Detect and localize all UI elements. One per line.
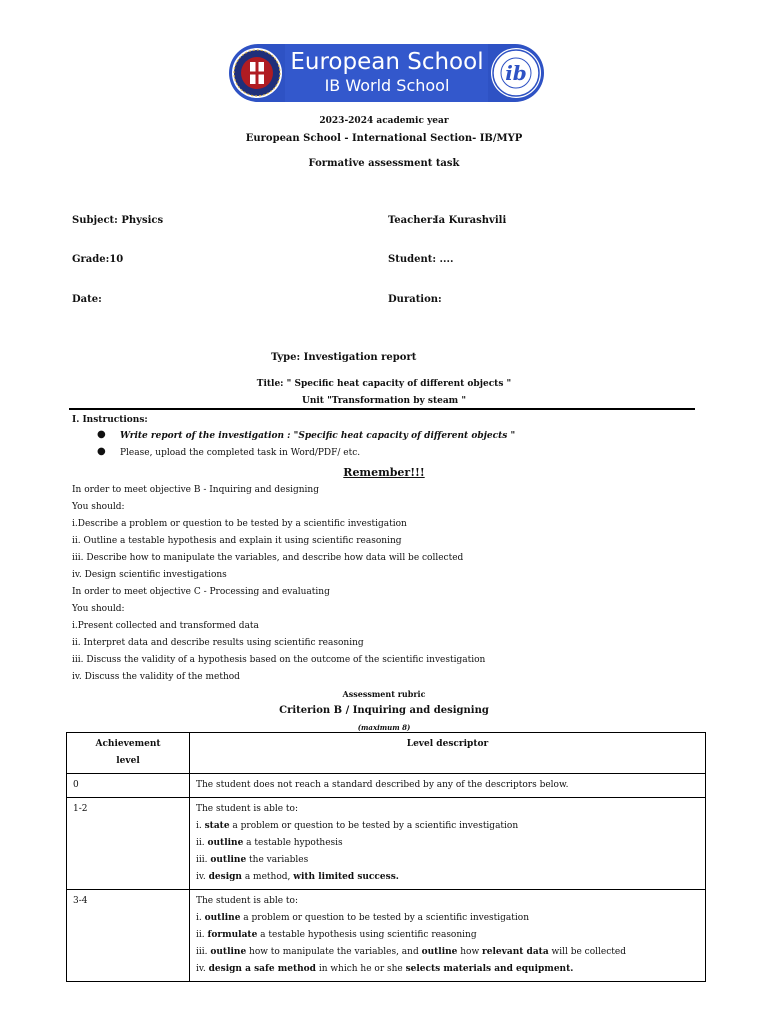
task-type-line: Type: Investigation report <box>271 352 417 363</box>
achievement-level-cell: 0 <box>67 774 190 798</box>
remember-line: i.Present collected and transformed data <box>72 621 259 631</box>
descriptor-text: how <box>457 947 483 957</box>
descriptor-text: a testable hypothesis using scientific reasoning <box>257 930 477 940</box>
maximum-note: (maximum 8) <box>357 723 411 732</box>
descriptor-text: the variables <box>246 855 309 865</box>
descriptor-text: The student is able to: <box>196 804 298 814</box>
date-field: Date: <box>72 294 102 305</box>
achievement-level-cell: 3-4 <box>67 890 190 982</box>
command-term: outline <box>210 947 247 957</box>
banner-subtitle: IB World School <box>324 76 450 95</box>
ib-logo-text: ib <box>505 61 527 85</box>
descriptor-line <box>196 893 699 910</box>
descriptor-column-header: Level descriptor <box>190 733 706 774</box>
command-term: relevant data <box>482 947 549 957</box>
level-column-header <box>67 733 190 774</box>
remember-line: iii. Describe how to manipulate the variables, and describe how data will be collected <box>72 553 464 563</box>
descriptor-text: ii. <box>196 930 208 940</box>
descriptor-text: iii. <box>196 947 211 957</box>
descriptor-text: a problem or question to be tested by a scientific investigation <box>240 913 530 923</box>
command-term: selects materials and equipment. <box>405 964 574 974</box>
level-header-line1: Achievement <box>95 739 161 749</box>
table-row <box>67 774 706 798</box>
command-term: design a safe method <box>208 964 316 974</box>
table-row <box>67 798 706 890</box>
descriptor-line <box>196 927 699 944</box>
descriptor-line <box>196 801 699 818</box>
remember-line: iii. Discuss the validity of a hypothesis based on the outcome of the scientific investigation <box>72 655 486 665</box>
bullet-icon: ● <box>97 446 106 457</box>
remember-line: iv. Design scientific investigations <box>72 570 227 580</box>
command-term: formulate <box>207 930 258 940</box>
remember-line: You should: <box>72 502 125 512</box>
remember-line: You should: <box>72 604 125 614</box>
unit-line: Unit "Transformation by steam " <box>301 396 467 406</box>
descriptor-text: a problem or question to be tested by a scientific investigation <box>229 821 519 831</box>
school-seal-icon <box>232 48 282 98</box>
command-term: with limited success. <box>293 872 399 882</box>
criterion-heading: Criterion B / Inquiring and designing <box>279 705 489 716</box>
rubric-heading: Assessment rubric <box>342 689 426 699</box>
school-banner-logo <box>229 44 544 102</box>
teacher-name: Ia Kurashvili <box>434 215 507 226</box>
remember-line: iv. Discuss the validity of the method <box>72 672 240 682</box>
school-section-line: European School - International Section- IB/MYP <box>245 133 523 144</box>
descriptor-line <box>196 869 699 886</box>
descriptor-text: iii. <box>196 855 211 865</box>
descriptor-line <box>196 910 699 927</box>
descriptor-text: will be collected <box>548 947 626 957</box>
level-descriptor-cell <box>190 798 706 890</box>
remember-line: In order to meet objective B - Inquiring and designing <box>72 485 319 495</box>
descriptor-line <box>196 777 699 794</box>
descriptor-text: a testable hypothesis <box>243 838 343 848</box>
level-header-line2: level <box>116 756 140 766</box>
level-descriptor-cell <box>190 774 706 798</box>
table-row <box>67 890 706 982</box>
descriptor-text: ii. <box>196 838 208 848</box>
command-term: outline <box>204 913 241 923</box>
descriptor-text: iv. <box>196 964 209 974</box>
instruction-item: Write report of the investigation : "Specific heat capacity of different objects " <box>120 431 516 441</box>
command-term: outline <box>421 947 458 957</box>
command-term: design <box>208 872 242 882</box>
descriptor-text: i. <box>196 913 205 923</box>
task-title: Title: " Specific heat capacity of different objects " <box>256 379 512 389</box>
remember-line: ii. Outline a testable hypothesis and explain it using scientific reasoning <box>72 536 402 546</box>
command-term: outline <box>210 855 247 865</box>
banner-title: European School <box>290 49 484 75</box>
remember-line: i.Describe a problem or question to be tested by a scientific investigation <box>72 519 407 529</box>
descriptor-text: in which he or she <box>315 964 406 974</box>
ib-world-school-logo-icon <box>491 48 541 98</box>
descriptor-line <box>196 835 699 852</box>
descriptor-text: iv. <box>196 872 209 882</box>
command-term: outline <box>207 838 244 848</box>
descriptor-line <box>196 818 699 835</box>
subject-field: Subject: Physics <box>72 215 164 226</box>
bullet-icon: ● <box>97 429 106 440</box>
grade-field: Grade:10 <box>72 254 124 265</box>
student-field: Student: .... <box>388 254 454 265</box>
remember-line: In order to meet objective C - Processing and evaluating <box>72 587 330 597</box>
remember-line: ii. Interpret data and describe results using scientific reasoning <box>72 638 364 648</box>
descriptor-line <box>196 852 699 869</box>
instructions-heading: I. Instructions: <box>72 415 148 425</box>
descriptor-line <box>196 944 699 961</box>
descriptor-text: a method, <box>241 872 294 882</box>
teacher-label: Teacher: <box>388 215 436 226</box>
descriptor-text: how to manipulate the variables, and <box>246 947 422 957</box>
instruction-item: Please, upload the completed task in Word/PDF/ etc. <box>120 448 361 458</box>
descriptor-text: The student does not reach a standard described by any of the descriptors below. <box>196 780 569 790</box>
descriptor-text: The student is able to: <box>196 896 298 906</box>
remember-heading: Remember!!! <box>343 466 425 479</box>
table-header-row <box>67 733 706 774</box>
task-type: Formative assessment task <box>308 158 460 169</box>
duration-field: Duration: <box>388 294 442 305</box>
descriptor-line <box>196 961 699 978</box>
descriptor-text: i. <box>196 821 205 831</box>
command-term: state <box>204 821 230 831</box>
achievement-level-cell: 1-2 <box>67 798 190 890</box>
horizontal-rule <box>69 408 695 410</box>
level-descriptor-cell <box>190 890 706 982</box>
rubric-table <box>66 732 706 982</box>
academic-year: 2023-2024 academic year <box>319 116 449 126</box>
